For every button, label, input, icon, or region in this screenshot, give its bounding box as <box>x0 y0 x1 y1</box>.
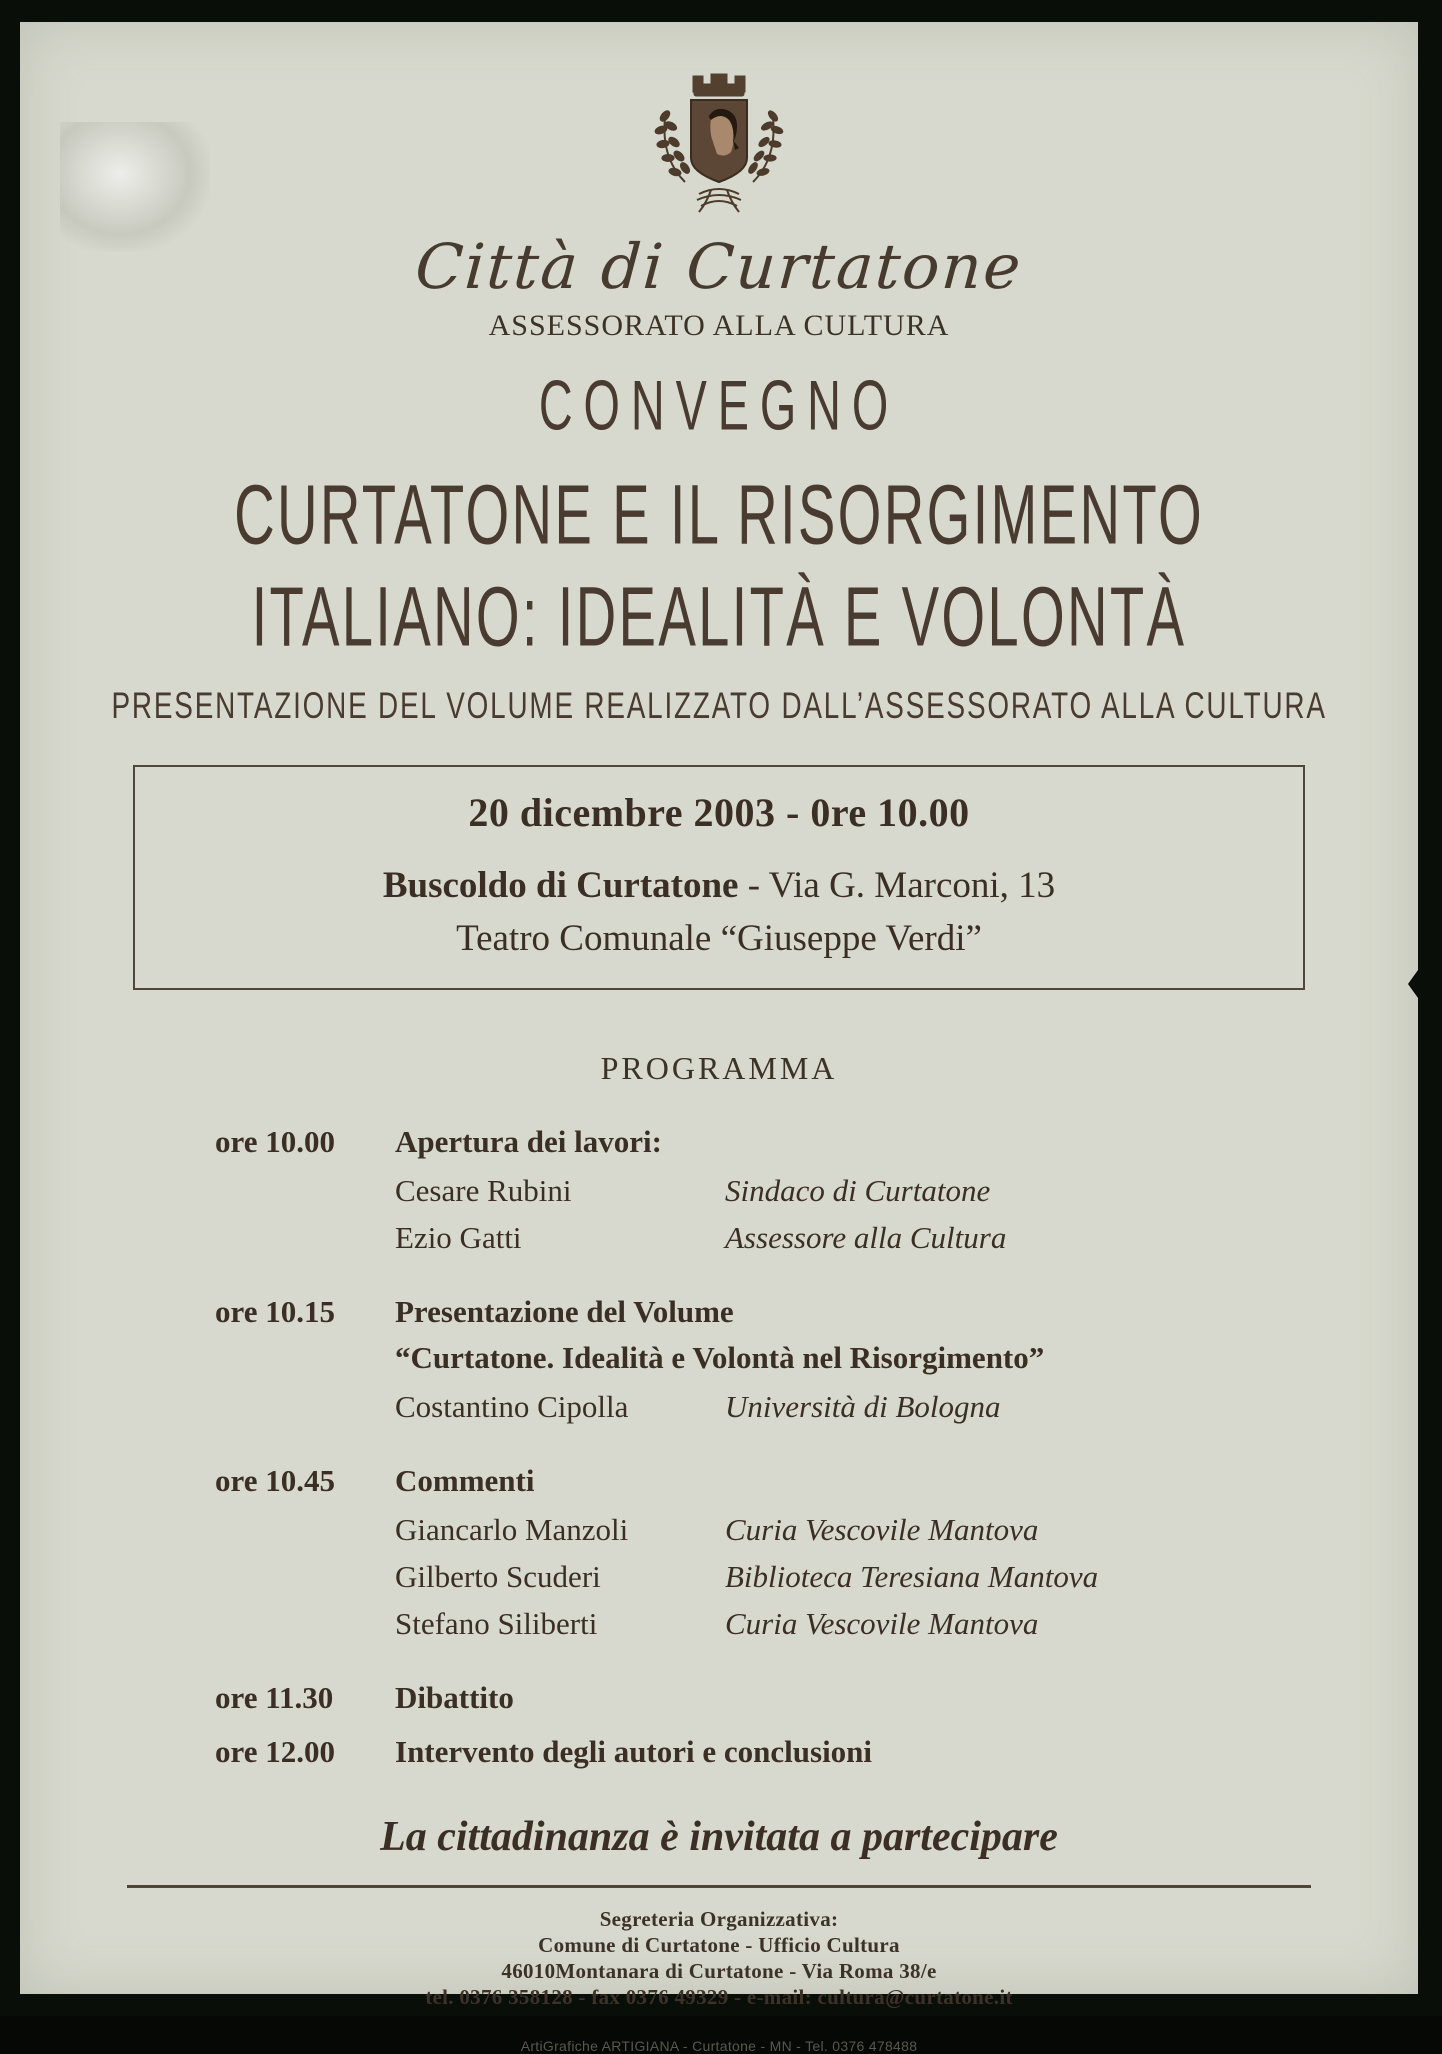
footer-block <box>20 1906 1418 2010</box>
program-row <box>215 1119 1358 1165</box>
speaker-name: Gilberto Scuderi <box>395 1559 601 1594</box>
program-row <box>215 1729 1358 1775</box>
program-item-title: Commenti <box>395 1463 535 1498</box>
event-details-box <box>133 765 1305 990</box>
speaker-row <box>215 1600 1358 1647</box>
program-time: ore 10.45 <box>215 1463 335 1498</box>
program-section <box>215 1289 1358 1430</box>
speaker-group <box>215 1167 1358 1261</box>
program-time: ore 11.30 <box>215 1680 334 1715</box>
footer-address: 46010Montanara di Curtatone - Via Roma 38/e <box>501 1959 937 1983</box>
speaker-row <box>215 1214 1358 1261</box>
speaker-role: Assessore alla Cultura <box>725 1220 1007 1255</box>
speaker-group <box>215 1506 1358 1647</box>
program-section <box>215 1729 1358 1775</box>
program-item-title: Dibattito <box>395 1680 514 1715</box>
program-item-title: Presentazione del Volume <box>395 1294 734 1329</box>
program-row <box>215 1675 1358 1721</box>
event-type-heading: CONVEGNO <box>538 365 900 445</box>
speaker-name: Stefano Siliberti <box>395 1606 598 1641</box>
poster-subtitle: PRESENTAZIONE DEL VOLUME REALIZZATO DALL’ASSESSORATO ALLA CULTURA <box>111 684 1327 727</box>
speaker-row <box>215 1553 1358 1600</box>
program-section <box>215 1675 1358 1721</box>
speaker-role: Sindaco di Curtatone <box>725 1173 991 1208</box>
speaker-name: Cesare Rubini <box>395 1173 572 1208</box>
event-venue: Teatro Comunale “Giuseppe Verdi” <box>456 918 982 959</box>
footer-secretariat: Segreteria Organizzativa: <box>599 1907 839 1931</box>
footer-office: Comune di Curtatone - Ufficio Cultura <box>538 1933 900 1957</box>
event-address <box>145 864 1293 907</box>
program-item-title: Apertura dei lavori: <box>395 1124 662 1159</box>
event-street: - Via G. Marconi, 13 <box>738 865 1056 906</box>
city-name: Città di Curtatone <box>413 230 1025 303</box>
speaker-name: Costantino Cipolla <box>395 1389 629 1424</box>
program-section <box>215 1458 1358 1647</box>
program-row <box>215 1289 1358 1335</box>
program-item-title: Intervento degli autori e conclusioni <box>395 1734 873 1769</box>
event-datetime: 20 dicembre 2003 - 0re 10.00 <box>468 790 970 835</box>
program-time: ore 12.00 <box>215 1734 335 1769</box>
speaker-row <box>215 1167 1358 1214</box>
program-section <box>215 1119 1358 1261</box>
program-book-title: “Curtatone. Idealità e Volontà nel Risorgimento” <box>395 1340 1045 1375</box>
speaker-row <box>215 1383 1358 1430</box>
speaker-role: Università di Bologna <box>725 1389 1001 1424</box>
invitation-line: La cittadinanza è invitata a partecipare <box>380 1814 1058 1860</box>
print-credit: ArtiGrafiche ARTIGIANA - Curtatone - MN - Tel. 0376 478488 <box>520 2038 918 2054</box>
program-heading: PROGRAMMA <box>600 1050 838 1086</box>
main-title-line-1: CURTATONE E IL RISORGIMENTO <box>234 466 1204 562</box>
program-row <box>215 1458 1358 1504</box>
department-name: ASSESSORATO ALLA CULTURA <box>488 309 950 342</box>
footer-divider <box>127 1885 1311 1888</box>
poster-content <box>20 62 1418 2054</box>
speaker-name: Giancarlo Manzoli <box>395 1512 629 1547</box>
footer-contacts: tel. 0376 358128 - fax 0376 49329 - e-mail: cultura@curtatone.it <box>425 1985 1013 2009</box>
speaker-role: Biblioteca Teresiana Mantova <box>725 1559 1099 1594</box>
program-time: ore 10.15 <box>215 1294 335 1329</box>
speaker-role: Curia Vescovile Mantova <box>725 1606 1039 1641</box>
speaker-name: Ezio Gatti <box>395 1220 522 1255</box>
program-list <box>215 1119 1358 1775</box>
speaker-row <box>215 1506 1358 1553</box>
speaker-group <box>215 1383 1358 1430</box>
speaker-role: Curia Vescovile Mantova <box>725 1512 1039 1547</box>
event-location: Buscoldo di Curtatone <box>382 865 739 906</box>
poster-paper <box>20 22 1418 2054</box>
program-time: ore 10.00 <box>215 1124 335 1159</box>
main-title-line-2: ITALIANO: IDEALITÀ E VOLONTÀ <box>251 568 1187 664</box>
curtatone-coat-of-arms-icon <box>641 62 797 224</box>
